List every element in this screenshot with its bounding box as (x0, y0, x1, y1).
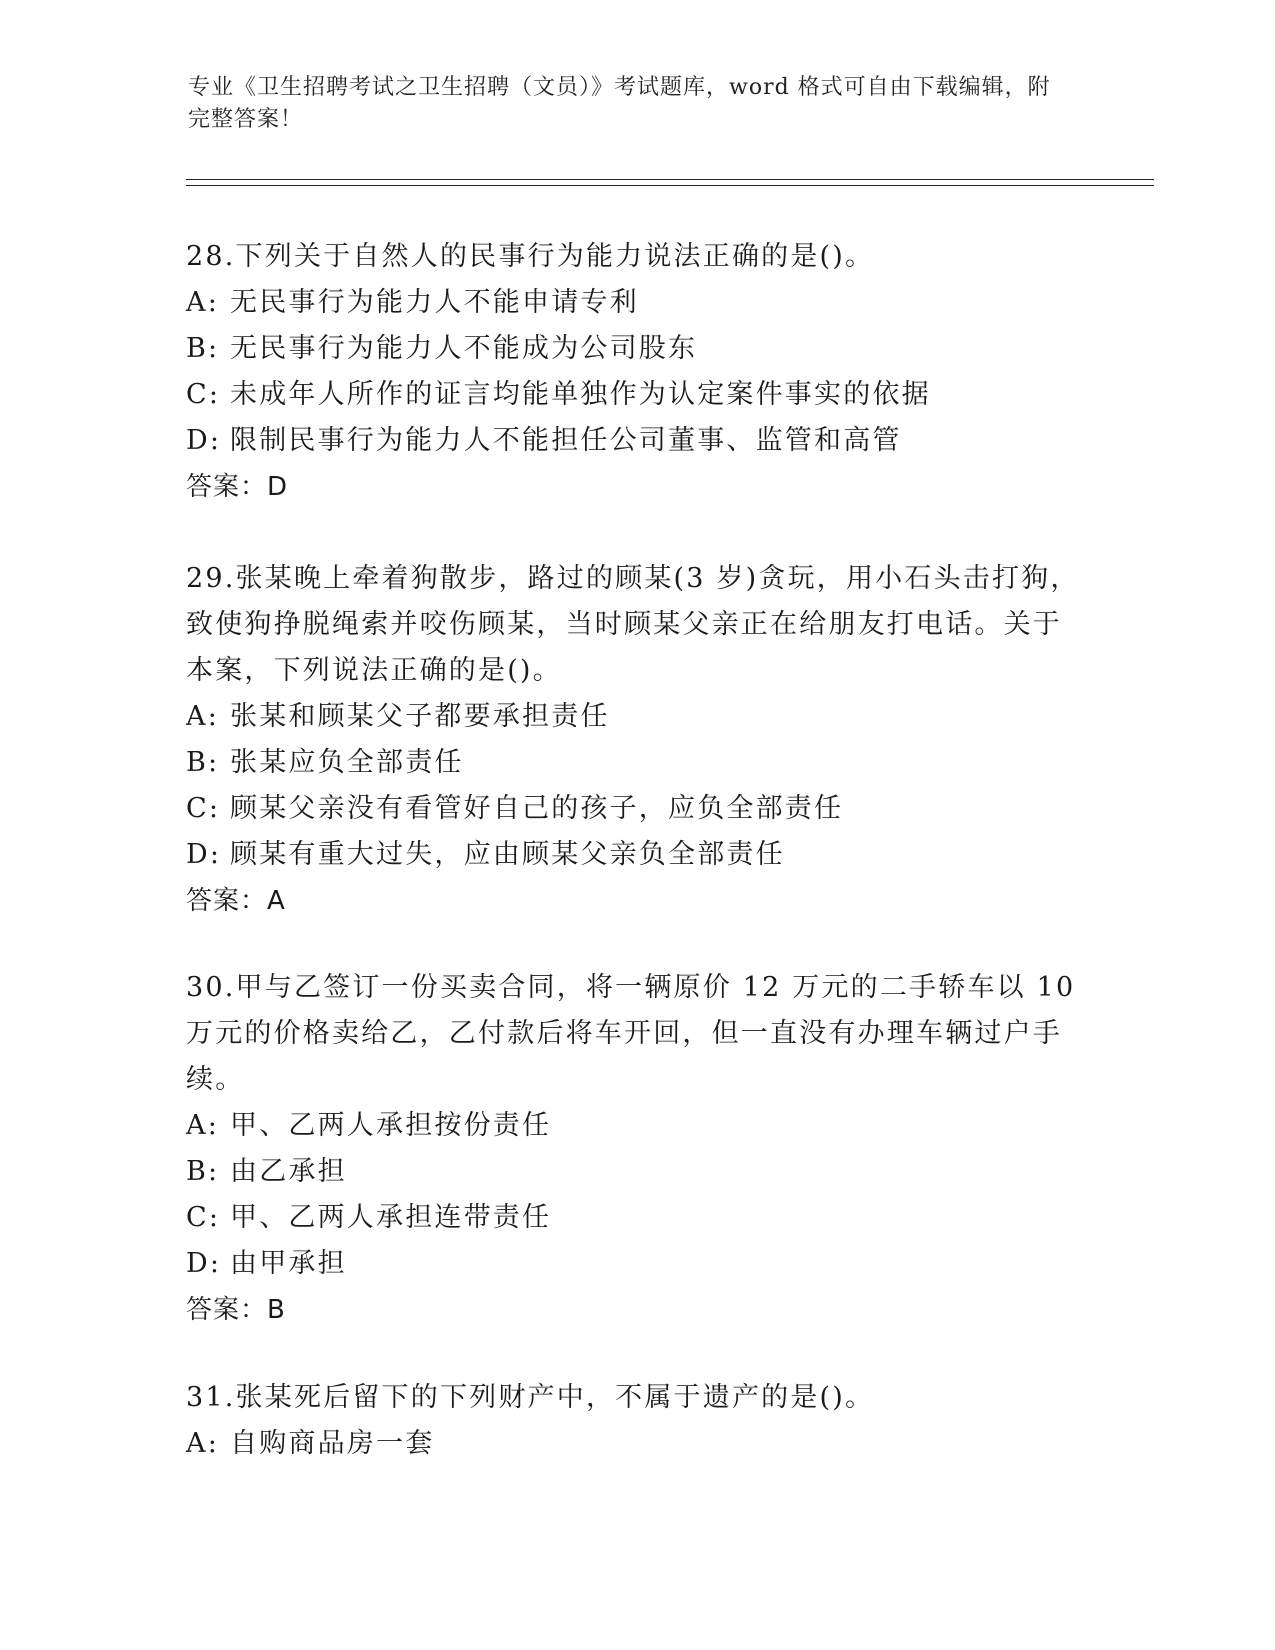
option-letter: D: (186, 839, 222, 870)
option-letter: B: (186, 333, 220, 364)
option-letter: A: (186, 1428, 219, 1459)
option-text: 顾某有重大过失，应由顾某父亲负全部责任 (230, 839, 785, 870)
document-header: 专业《卫生招聘考试之卫生招聘（文员）》考试题库，word 格式可自由下载编辑，附完整答案！ (188, 75, 1051, 132)
option-letter: D: (186, 1248, 222, 1279)
option-a (186, 280, 1086, 326)
option-text: 自购商品房一套 (230, 1428, 435, 1459)
option-a (186, 694, 1086, 740)
option-text: 限制民事行为能力人不能担任公司董事、监管和高管 (230, 425, 902, 456)
option-b (186, 740, 1086, 786)
option-d (186, 418, 1086, 464)
option-text: 未成年人所作的证言均能单独作为认定案件事实的依据 (230, 379, 931, 410)
option-text: 甲、乙两人承担按份责任 (230, 1110, 552, 1141)
header-rule-bottom (186, 185, 1154, 186)
option-a (186, 1421, 1086, 1467)
question-stem: 29.张某晚上牵着狗散步，路过的顾某(3 岁)贪玩，用小石头击打狗，致使狗挣脱绳索并咬伤顾某，当时顾某父亲正在给朋友打电话。关于本案，下列说法正确的是()。 (186, 563, 1080, 686)
option-letter: C: (186, 1202, 221, 1233)
option-text: 顾某父亲没有看管好自己的孩子，应负全部责任 (230, 793, 844, 824)
option-d (186, 832, 1086, 878)
option-text: 甲、乙两人承担连带责任 (230, 1202, 552, 1233)
option-text: 由甲承担 (230, 1248, 347, 1279)
option-letter: B: (186, 1156, 220, 1187)
option-text: 张某应负全部责任 (230, 747, 464, 778)
option-text: 无民事行为能力人不能申请专利 (230, 287, 639, 318)
option-c (186, 786, 1086, 832)
option-letter: B: (186, 747, 220, 778)
option-letter: D: (186, 425, 222, 456)
answer-line: 答案：B (186, 1295, 286, 1325)
option-text: 张某和顾某父子都要承担责任 (230, 701, 610, 732)
answer-line: 答案：D (186, 472, 289, 502)
option-d (186, 1241, 1086, 1287)
option-b (186, 1149, 1086, 1195)
option-letter: A: (186, 701, 219, 732)
option-letter: A: (186, 1110, 219, 1141)
option-letter: A: (186, 287, 219, 318)
answer-line: 答案：A (186, 886, 286, 916)
question-29 (186, 556, 1086, 924)
option-text: 由乙承担 (230, 1156, 347, 1187)
option-text: 无民事行为能力人不能成为公司股东 (230, 333, 698, 364)
question-31 (186, 1375, 1086, 1467)
question-stem: 28.下列关于自然人的民事行为能力说法正确的是()。 (186, 241, 875, 272)
header-rule-top (186, 179, 1154, 180)
option-letter: C: (186, 793, 221, 824)
question-30 (186, 965, 1086, 1333)
question-28 (186, 234, 1086, 510)
option-c (186, 372, 1086, 418)
option-a (186, 1103, 1086, 1149)
option-letter: C: (186, 379, 221, 410)
question-stem: 31.张某死后留下的下列财产中，不属于遗产的是()。 (186, 1382, 875, 1413)
option-b (186, 326, 1086, 372)
question-stem: 30.甲与乙签订一份买卖合同，将一辆原价 12 万元的二手轿车以 10 万元的价格卖给乙，乙付款后将车开回，但一直没有办理车辆过户手续。 (186, 972, 1076, 1095)
option-c (186, 1195, 1086, 1241)
